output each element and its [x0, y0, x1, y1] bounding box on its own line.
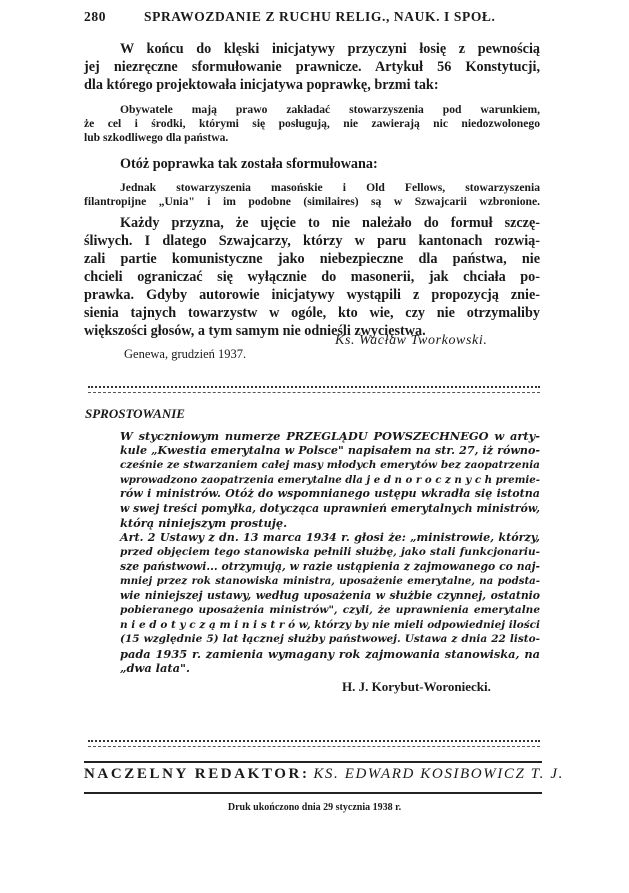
correction-line: przed objęciem tego stanowiska pełnili służbę, jako stali funkcjonariu-	[120, 546, 540, 558]
correction-line: W styczniowym numerze PRZEGLĄDU POWSZECHNEGO w arty-	[120, 429, 540, 443]
paragraph-line: dla którego projektowała inicjatywa poprawkę, brzmi tak:	[84, 77, 439, 93]
quote-line: że cel i środki, którymi się posługują, nie zawierają nic niedozwolonego	[84, 117, 540, 130]
paragraph-line: Otóż poprawka tak została sformułowana:	[120, 156, 378, 172]
page-number: 280	[84, 9, 107, 24]
correction-line: rów i ministrów. Otóż do wspomnianego ustępu wkradła się istotna	[120, 487, 540, 500]
running-title: SPRAWOZDANIE Z RUCHU RELIG., NAUK. I SPOŁ.	[144, 9, 496, 24]
editor-label: NACZELNY REDAKTOR:	[84, 766, 310, 782]
footer-rule	[84, 792, 542, 794]
place-date: Genewa, grudzień 1937.	[124, 347, 247, 361]
paragraph-line: chcieli ograniczać się wyłącznie do masonerii, jak chciała po-	[84, 269, 540, 285]
paragraph-line: prawka. Gdyby autorowie inicjatywy wystąpili z propozycją znie-	[84, 287, 540, 303]
correction-line: pobieranego uposażenia ministrów", czyli, że uprawnienia emerytalne	[120, 604, 540, 616]
correction-signature: H. J. Korybut-Woroniecki.	[342, 679, 491, 694]
correction-line: (15 względnie 5) lat łącznej służby państwowej. Ustawa z dnia 22 listo-	[120, 633, 540, 645]
print-note: Druk ukończono dnia 29 stycznia 1938 r.	[227, 802, 402, 813]
quote-line: filantropijne „Unia" i im podobne (similaires) są w Szwajcarii wzbronione.	[84, 195, 540, 208]
author-signature: Ks. Wacław Tworkowski.	[335, 333, 488, 348]
section-divider	[88, 740, 540, 747]
correction-line: Art. 2 Ustawy z dn. 13 marca 1934 r. głosi że: „ministrowie, którzy,	[120, 531, 540, 544]
correction-line: mniej przez rok stanowiska ministra, uposażenie emerytalne, na podsta-	[120, 575, 540, 587]
quote-line: Obywatele mają prawo zakładać stowarzyszenia pod warunkiem,	[120, 103, 540, 116]
correction-heading: SPROSTOWANIE	[85, 406, 185, 421]
correction-line: cześnie ze stwarzaniem całej masy młodych emerytów bez zaopatrzenia	[120, 459, 540, 471]
paragraph-line: śliwych. I dlatego Szwajcarzy, którzy w paru kantonach rozwią-	[84, 233, 540, 249]
correction-line: wprowadzono zaopatrzenia emerytalne dla j e d n o r o c z n y c h premie-	[120, 474, 540, 486]
paragraph-line: zali partie komunistyczne jako niebezpieczne dla państwa, nie	[84, 251, 540, 267]
editor-name: KS. EDWARD KOSIBOWICZ T. J.	[313, 766, 564, 782]
paragraph-line: W końcu do klęski inicjatywy przyczyni łosię z pewnością	[120, 41, 540, 57]
paragraph-line: większości głosów, a tym samym nie odnieśli zwycięstwa.	[84, 323, 426, 339]
quote-line: lub szkodliwego dla państwa.	[84, 131, 229, 144]
correction-line: „dwa lata".	[120, 661, 190, 675]
quote-line: Jednak stowarzyszenia masońskie i Old Fellows, stowarzyszenia	[120, 181, 540, 194]
section-divider	[88, 386, 540, 393]
paragraph-line: Każdy przyzna, że ujęcie to nie należało do formuł szczę-	[120, 215, 540, 231]
correction-line: n i e d o t y c z ą m i n i s t r ó w, którzy by nie mieli odpowiedniej ilości	[120, 619, 540, 631]
correction-line: w swej treści pomyłka, dotycząca uprawnień emerytalnych ministrów,	[120, 502, 540, 515]
paragraph-line: sienia tajnych towarzystw w ogóle, kto wie, czy nie otrzymaliby	[84, 305, 540, 321]
paragraph-line: jej niezręczne sformułowanie prawnicze. Artykuł 56 Konstytucji,	[84, 59, 540, 75]
correction-line: pada 1935 r. zamienia wymagany rok zajmowania stanowiska, na	[120, 647, 540, 661]
correction-line: wie niniejszej ustawy, według uposażenia w służbie czynnej, ostatnio	[120, 589, 540, 602]
editor-line	[84, 766, 564, 783]
correction-line: kule „Kwestia emerytalna w Polsce" napisałem na str. 27, iż równo-	[120, 444, 540, 457]
footer-rule	[84, 761, 542, 763]
correction-line: którą niniejszym prostuję.	[120, 516, 288, 530]
correction-line: sze państwowi... otrzymują, w razie ustąpienia z zajmowanego co naj-	[120, 560, 540, 573]
